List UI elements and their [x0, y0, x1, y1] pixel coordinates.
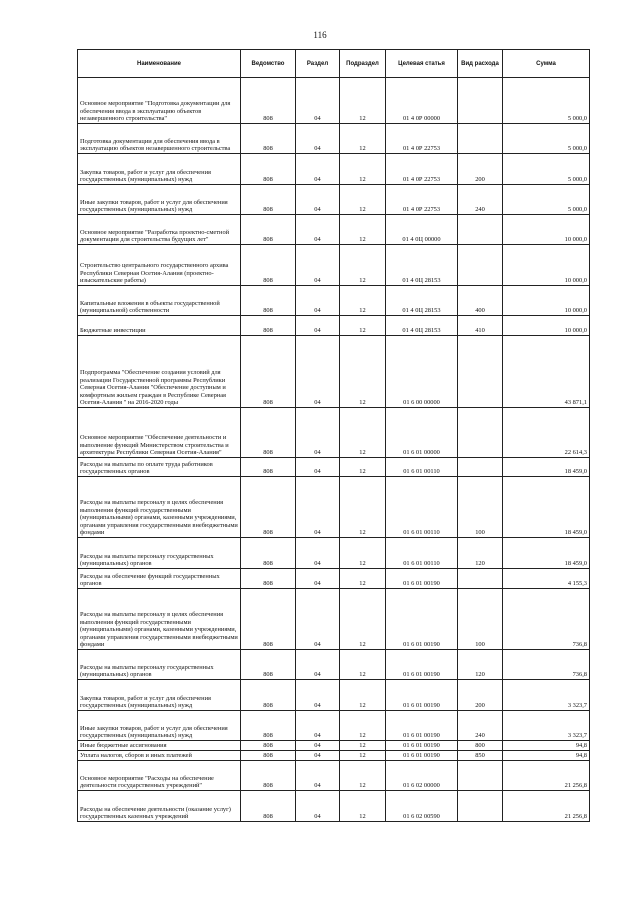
row-sum-cell: 5 000,0 [503, 124, 590, 154]
row-section-cell: 04 [296, 477, 340, 538]
row-target-article-cell: 01 6 01 00000 [386, 408, 458, 458]
row-department-cell: 808 [241, 78, 296, 124]
row-sum-cell: 3 323,7 [503, 711, 590, 741]
row-section-cell: 04 [296, 650, 340, 680]
row-target-article-cell: 01 6 01 00190 [386, 680, 458, 711]
row-subsection-cell: 12 [340, 751, 386, 761]
table-row [78, 316, 590, 336]
row-department-cell: 808 [241, 761, 296, 791]
row-department-cell: 808 [241, 650, 296, 680]
column-header-name: Наименование [78, 50, 241, 78]
row-name-cell: Иные закупки товаров, работ и услуг для обеспечения государственных (муниципальных) нужд [78, 711, 241, 741]
row-section-cell: 04 [296, 751, 340, 761]
row-target-article-cell: 01 6 02 00000 [386, 761, 458, 791]
row-subsection-cell: 12 [340, 185, 386, 215]
row-expense-type-cell: 120 [458, 650, 503, 680]
row-expense-type-cell: 850 [458, 751, 503, 761]
table-row [78, 680, 590, 711]
row-section-cell: 04 [296, 124, 340, 154]
column-header-subsection: Подраздел [340, 50, 386, 78]
row-subsection-cell: 12 [340, 680, 386, 711]
table-row [78, 124, 590, 154]
row-section-cell: 04 [296, 215, 340, 245]
row-department-cell: 808 [241, 589, 296, 650]
row-name-cell: Расходы на обеспечение функций государственных органов [78, 569, 241, 589]
row-subsection-cell: 12 [340, 215, 386, 245]
row-section-cell: 04 [296, 680, 340, 711]
column-header-target-article: Целевая статья [386, 50, 458, 78]
row-expense-type-cell: 200 [458, 154, 503, 185]
row-department-cell: 808 [241, 316, 296, 336]
row-section-cell: 04 [296, 791, 340, 822]
row-subsection-cell: 12 [340, 650, 386, 680]
row-target-article-cell: 01 4 0Ц 28153 [386, 245, 458, 286]
column-header-expense-type: Вид расхода [458, 50, 503, 78]
table-row [78, 751, 590, 761]
row-expense-type-cell: 240 [458, 711, 503, 741]
row-sum-cell: 21 256,8 [503, 791, 590, 822]
row-department-cell: 808 [241, 245, 296, 286]
row-department-cell: 808 [241, 569, 296, 589]
row-subsection-cell: 12 [340, 761, 386, 791]
row-department-cell: 808 [241, 124, 296, 154]
row-sum-cell: 3 323,7 [503, 680, 590, 711]
row-expense-type-cell: 800 [458, 741, 503, 751]
row-section-cell: 04 [296, 538, 340, 569]
row-subsection-cell: 12 [340, 408, 386, 458]
row-section-cell: 04 [296, 286, 340, 316]
row-department-cell: 808 [241, 286, 296, 316]
row-subsection-cell: 12 [340, 477, 386, 538]
row-target-article-cell: 01 6 01 00110 [386, 477, 458, 538]
table-row [78, 477, 590, 538]
row-target-article-cell: 01 6 02 00590 [386, 791, 458, 822]
row-target-article-cell: 01 4 0Ц 28153 [386, 286, 458, 316]
row-name-cell: Строительство центрального государственного архива Республики Северная Осетия-Алания (проектно-изыскательские работы) [78, 245, 241, 286]
row-subsection-cell: 12 [340, 569, 386, 589]
row-name-cell: Капитальные вложения в объекты государственной (муниципальной) собственности [78, 286, 241, 316]
row-name-cell: Расходы на выплаты персоналу в целях обеспечения выполнения функций государственными (муниципальными) органами, казенными учреждениями, органами управления государственными внебюджетными фондами [78, 589, 241, 650]
table-row [78, 78, 590, 124]
row-name-cell: Подпрограмма "Обеспечение создания условий для реализации Государственной программы Республики Северная Осетия-Алания "Обеспечение доступным и комфортным жильем граждан в Республике Северная Осетия-Алания " на 2016-2020 годы [78, 336, 241, 408]
row-name-cell: Основное мероприятие "Обеспечение деятельности и выполнение функций Министерством строительства и архитектуры Республики Северная Осетия-Алания" [78, 408, 241, 458]
row-department-cell: 808 [241, 185, 296, 215]
table-row [78, 215, 590, 245]
row-section-cell: 04 [296, 316, 340, 336]
row-expense-type-cell: 200 [458, 680, 503, 711]
row-expense-type-cell [458, 791, 503, 822]
row-expense-type-cell [458, 336, 503, 408]
row-department-cell: 808 [241, 538, 296, 569]
column-header-department: Ведомство [241, 50, 296, 78]
row-sum-cell: 21 256,8 [503, 761, 590, 791]
row-subsection-cell: 12 [340, 154, 386, 185]
column-header-sum: Сумма [503, 50, 590, 78]
row-name-cell: Расходы на обеспечение деятельности (оказание услуг) государственных казенных учреждений [78, 791, 241, 822]
row-department-cell: 808 [241, 741, 296, 751]
row-department-cell: 808 [241, 154, 296, 185]
row-subsection-cell: 12 [340, 316, 386, 336]
row-section-cell: 04 [296, 711, 340, 741]
row-expense-type-cell: 400 [458, 286, 503, 316]
row-sum-cell: 43 871,1 [503, 336, 590, 408]
row-subsection-cell: 12 [340, 741, 386, 751]
table-header-row [78, 50, 590, 78]
row-subsection-cell: 12 [340, 286, 386, 316]
row-target-article-cell: 01 4 0Р 22753 [386, 185, 458, 215]
row-expense-type-cell: 100 [458, 477, 503, 538]
table-row [78, 245, 590, 286]
row-subsection-cell: 12 [340, 245, 386, 286]
row-subsection-cell: 12 [340, 589, 386, 650]
table-row [78, 741, 590, 751]
row-name-cell: Расходы на выплаты персоналу в целях обеспечения выполнения функций государственными (муниципальными) органами, казенными учреждениями, органами управления государственными внебюджетными фондами [78, 477, 241, 538]
row-expense-type-cell [458, 761, 503, 791]
row-section-cell: 04 [296, 589, 340, 650]
table-row [78, 185, 590, 215]
table-row [78, 569, 590, 589]
budget-table [77, 49, 590, 822]
page-number: 116 [313, 30, 327, 40]
row-subsection-cell: 12 [340, 78, 386, 124]
row-subsection-cell: 12 [340, 336, 386, 408]
row-subsection-cell: 12 [340, 791, 386, 822]
row-expense-type-cell: 410 [458, 316, 503, 336]
row-sum-cell: 18 459,0 [503, 477, 590, 538]
table-row [78, 336, 590, 408]
row-name-cell: Уплата налогов, сборов и иных платежей [78, 751, 241, 761]
table-row [78, 711, 590, 741]
table-row [78, 791, 590, 822]
row-sum-cell: 736,8 [503, 650, 590, 680]
row-section-cell: 04 [296, 185, 340, 215]
row-target-article-cell: 01 6 01 00190 [386, 569, 458, 589]
row-target-article-cell: 01 4 0Ц 28153 [386, 316, 458, 336]
table-row [78, 286, 590, 316]
row-expense-type-cell: 100 [458, 589, 503, 650]
table-row [78, 408, 590, 458]
row-sum-cell: 18 459,0 [503, 538, 590, 569]
row-name-cell: Расходы на выплаты персоналу государственных (муниципальных) органов [78, 538, 241, 569]
row-target-article-cell: 01 6 01 00190 [386, 711, 458, 741]
row-sum-cell: 5 000,0 [503, 78, 590, 124]
row-department-cell: 808 [241, 751, 296, 761]
row-expense-type-cell [458, 124, 503, 154]
row-name-cell: Основное мероприятие "Подготовка документации для обеспечения ввода в эксплуатацию объектов незавершенного строительства" [78, 78, 241, 124]
row-department-cell: 808 [241, 680, 296, 711]
table-row [78, 154, 590, 185]
row-expense-type-cell [458, 408, 503, 458]
row-target-article-cell: 01 6 01 00190 [386, 741, 458, 751]
column-header-section: Раздел [296, 50, 340, 78]
row-name-cell: Закупка товаров, работ и услуг для обеспечения государственных (муниципальных) нужд [78, 154, 241, 185]
row-sum-cell: 10 000,0 [503, 215, 590, 245]
row-department-cell: 808 [241, 458, 296, 477]
row-sum-cell: 10 000,0 [503, 286, 590, 316]
row-name-cell: Основное мероприятие "Разработка проектно-сметной документации для строительства будущих лет" [78, 215, 241, 245]
row-department-cell: 808 [241, 408, 296, 458]
row-sum-cell: 22 614,3 [503, 408, 590, 458]
row-department-cell: 808 [241, 791, 296, 822]
row-subsection-cell: 12 [340, 124, 386, 154]
row-target-article-cell: 01 6 01 00190 [386, 751, 458, 761]
row-subsection-cell: 12 [340, 538, 386, 569]
table-row [78, 538, 590, 569]
row-name-cell: Основное мероприятие "Расходы на обеспечение деятельности государственных учреждений" [78, 761, 241, 791]
row-expense-type-cell [458, 569, 503, 589]
row-name-cell: Бюджетные инвестиции [78, 316, 241, 336]
row-sum-cell: 18 459,0 [503, 458, 590, 477]
row-section-cell: 04 [296, 336, 340, 408]
row-section-cell: 04 [296, 245, 340, 286]
row-subsection-cell: 12 [340, 711, 386, 741]
row-name-cell: Подготовка документации для обеспечения ввода в эксплуатацию объектов незавершенного строительства [78, 124, 241, 154]
row-section-cell: 04 [296, 408, 340, 458]
row-section-cell: 04 [296, 741, 340, 751]
row-expense-type-cell [458, 458, 503, 477]
row-target-article-cell: 01 6 01 00110 [386, 458, 458, 477]
row-target-article-cell: 01 6 01 00190 [386, 650, 458, 680]
row-department-cell: 808 [241, 336, 296, 408]
row-sum-cell: 5 000,0 [503, 154, 590, 185]
row-target-article-cell: 01 4 0Ц 00000 [386, 215, 458, 245]
row-name-cell: Закупка товаров, работ и услуг для обеспечения государственных (муниципальных) нужд [78, 680, 241, 711]
row-subsection-cell: 12 [340, 458, 386, 477]
row-name-cell: Иные закупки товаров, работ и услуг для обеспечения государственных (муниципальных) нужд [78, 185, 241, 215]
row-target-article-cell: 01 4 0Р 22753 [386, 154, 458, 185]
row-sum-cell: 736,8 [503, 589, 590, 650]
row-name-cell: Расходы на выплаты персоналу государственных (муниципальных) органов [78, 650, 241, 680]
row-section-cell: 04 [296, 569, 340, 589]
table-row [78, 650, 590, 680]
row-name-cell: Расходы на выплаты по оплате труда работников государственных органов [78, 458, 241, 477]
row-section-cell: 04 [296, 458, 340, 477]
row-section-cell: 04 [296, 154, 340, 185]
row-target-article-cell: 01 6 01 00190 [386, 589, 458, 650]
table-row [78, 458, 590, 477]
row-expense-type-cell [458, 245, 503, 286]
row-target-article-cell: 01 4 0Р 22753 [386, 124, 458, 154]
row-target-article-cell: 01 6 01 00110 [386, 538, 458, 569]
row-sum-cell: 5 000,0 [503, 185, 590, 215]
row-expense-type-cell [458, 78, 503, 124]
table-body [78, 78, 590, 822]
table-row [78, 761, 590, 791]
row-section-cell: 04 [296, 78, 340, 124]
table-row [78, 589, 590, 650]
row-target-article-cell: 01 6 00 00000 [386, 336, 458, 408]
row-section-cell: 04 [296, 761, 340, 791]
row-expense-type-cell [458, 215, 503, 245]
row-department-cell: 808 [241, 215, 296, 245]
row-sum-cell: 94,8 [503, 751, 590, 761]
row-sum-cell: 94,8 [503, 741, 590, 751]
row-department-cell: 808 [241, 711, 296, 741]
row-target-article-cell: 01 4 0Р 00000 [386, 78, 458, 124]
row-sum-cell: 10 000,0 [503, 245, 590, 286]
row-name-cell: Иные бюджетные ассигнования [78, 741, 241, 751]
row-sum-cell: 4 155,3 [503, 569, 590, 589]
row-sum-cell: 10 000,0 [503, 316, 590, 336]
row-department-cell: 808 [241, 477, 296, 538]
row-expense-type-cell: 240 [458, 185, 503, 215]
row-expense-type-cell: 120 [458, 538, 503, 569]
